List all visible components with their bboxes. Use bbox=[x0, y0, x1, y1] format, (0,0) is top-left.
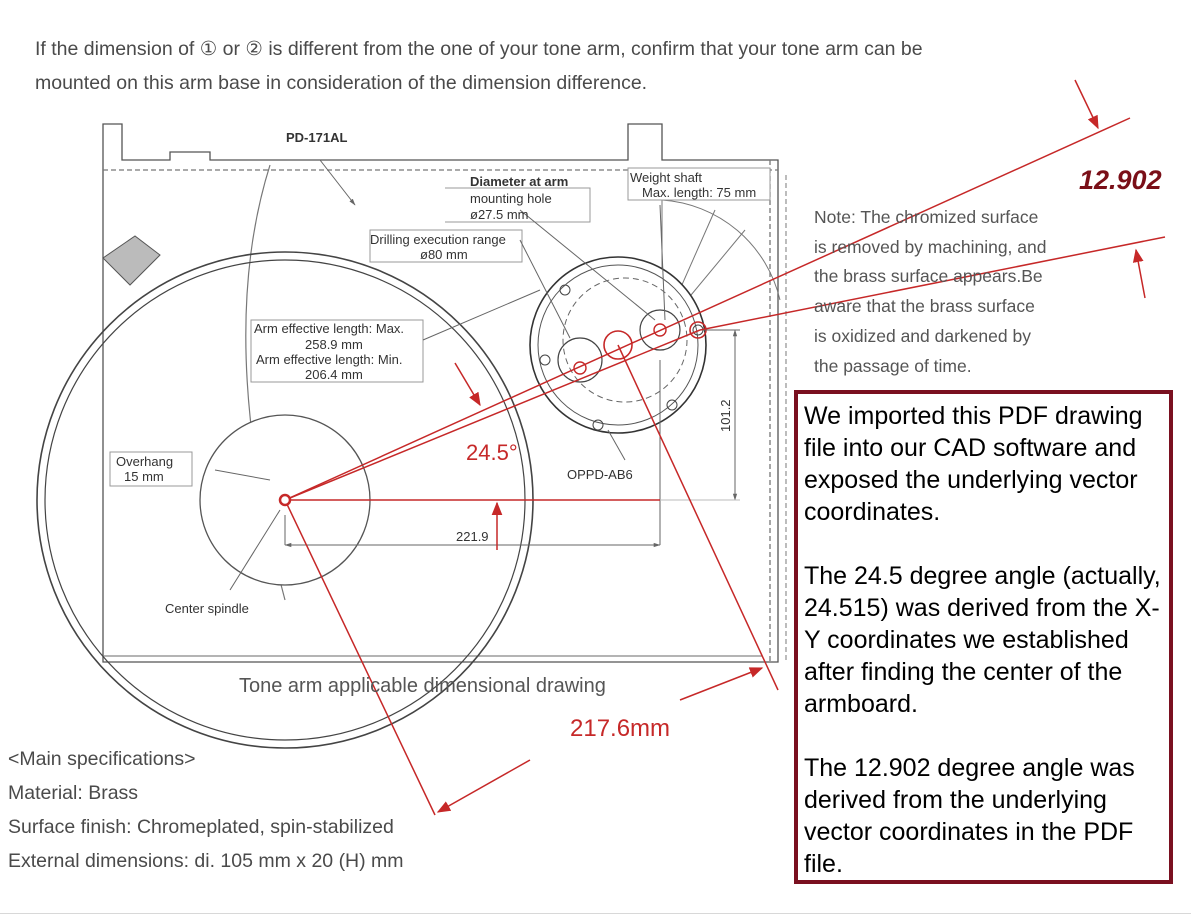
overhang-value: 15 mm bbox=[124, 469, 164, 484]
angle-annotation-12902: 12.902 bbox=[1079, 165, 1162, 195]
small-angle-arrow-top bbox=[455, 363, 480, 405]
arm-max-value: 258.9 mm bbox=[305, 337, 363, 352]
note-line-4: aware that the brass surface bbox=[814, 296, 1035, 317]
horizontal-dimension-label: 221.9 bbox=[456, 529, 489, 544]
diameter-value: ø27.5 mm bbox=[470, 207, 529, 222]
big-angle-arrow-top bbox=[1075, 80, 1098, 128]
diameter-title: Diameter at arm bbox=[470, 174, 569, 189]
infobox-paragraph-3: The 12.902 degree angle was derived from the underlying vector coordinates in the PDF file. bbox=[804, 754, 1135, 878]
arm-max-title: Arm effective length: Max. bbox=[254, 321, 405, 336]
drilling-value: ø80 mm bbox=[420, 247, 468, 262]
note-line-5: is oxidized and darkened by bbox=[814, 325, 1031, 346]
note-text bbox=[814, 203, 1084, 381]
distance-arrow-left bbox=[438, 760, 530, 812]
infobox-paragraph-1: We imported this PDF drawing file into our CAD software and exposed the underlying vector coordinates. bbox=[804, 402, 1143, 526]
arm-min-title: Arm effective length: Min. bbox=[256, 352, 403, 367]
weight-value: Max. length: 75 mm bbox=[642, 185, 757, 200]
note-line-3: the brass surface appears.Be bbox=[814, 266, 1043, 287]
arm-length-leader bbox=[423, 290, 540, 340]
page-divider bbox=[0, 913, 1191, 914]
specs-material: Material: Brass bbox=[8, 782, 139, 804]
intro-line-1: If the dimension of ① or ② is different from the one of your tone arm, confirm that your tone arm can be bbox=[35, 38, 923, 60]
drawing-caption: Tone arm applicable dimensional drawing bbox=[239, 675, 606, 697]
angle-annotation-24-5: 24.5° bbox=[466, 440, 518, 465]
big-angle-arrow-bottom bbox=[1136, 250, 1145, 298]
distance-annotation: 217.6mm bbox=[570, 715, 671, 742]
weight-title: Weight shaft bbox=[630, 170, 703, 185]
arm-min-value: 206.4 mm bbox=[305, 367, 363, 382]
distance-extension-right bbox=[618, 345, 778, 690]
diameter-sub: mounting hole bbox=[470, 191, 552, 206]
note-line-2: is removed by machining, and bbox=[814, 236, 1047, 257]
model-leader bbox=[320, 160, 355, 205]
center-spindle-marker bbox=[280, 495, 290, 505]
model-label: PD-171AL bbox=[286, 130, 348, 145]
specs-finish: Surface finish: Chromeplated, spin-stabilized bbox=[8, 816, 394, 838]
cad-explanation-box bbox=[794, 390, 1173, 884]
note-line-6: the passage of time. bbox=[814, 355, 972, 376]
vertical-dimension-label: 101.2 bbox=[718, 399, 733, 432]
note-line-1: Note: The chromized surface bbox=[814, 207, 1039, 227]
armboard-leader bbox=[608, 430, 625, 460]
center-spindle-label: Center spindle bbox=[165, 601, 249, 616]
infobox-paragraph-2: The 24.5 degree angle (actually, 24.515) was derived from the X-Y coordinates we established after finding the center of the armboard. bbox=[804, 562, 1161, 718]
intro-line-2: mounted on this arm base in consideration of the dimension difference. bbox=[35, 72, 648, 94]
overhang-title: Overhang bbox=[116, 454, 174, 469]
distance-arrow-right bbox=[680, 668, 762, 700]
specs-heading: <Main specifications> bbox=[8, 748, 196, 770]
drilling-title: Drilling execution range bbox=[370, 232, 506, 247]
specs-dimensions: External dimensions: di. 105 mm x 20 (H) mm bbox=[8, 850, 404, 872]
armboard-label: OPPD-AB6 bbox=[567, 467, 633, 482]
main-specifications bbox=[8, 742, 404, 878]
